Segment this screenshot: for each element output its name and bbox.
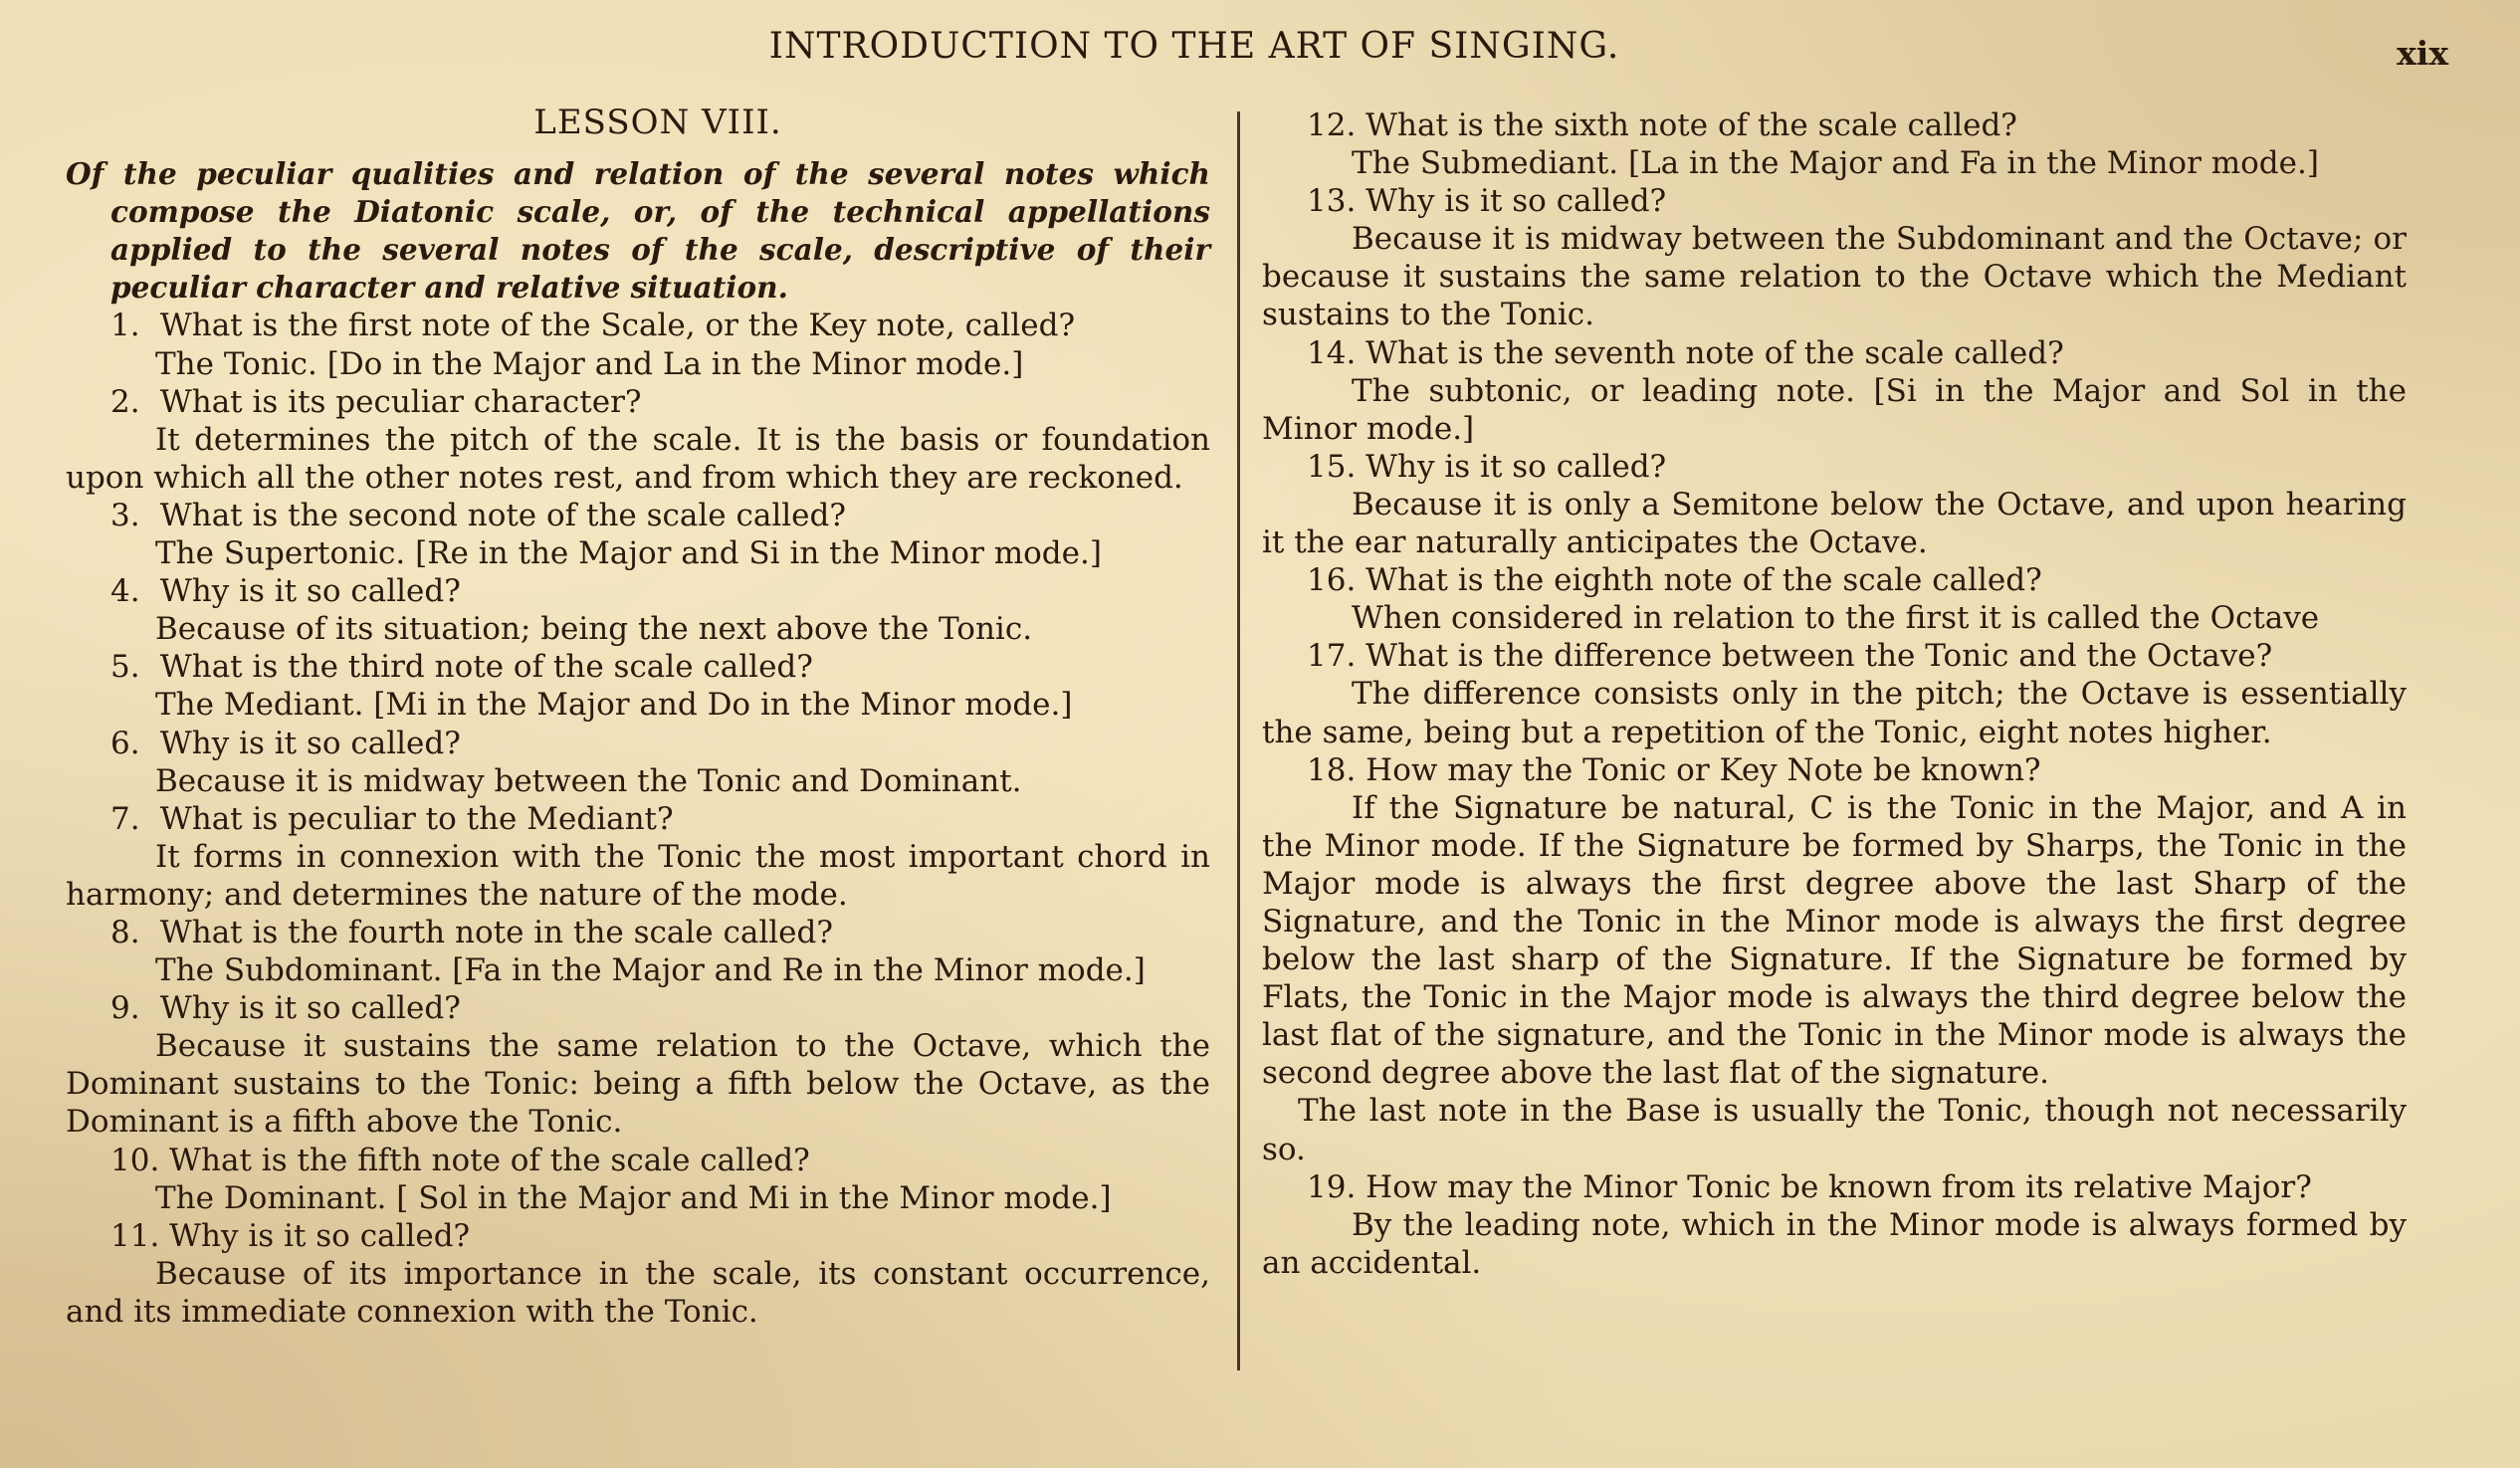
answer: The subtonic, or leading note. [Si in the Major and Sol in the Minor mode.] [1262, 372, 2407, 447]
question-text: What is the eighth note of the scale called? [1365, 562, 2042, 599]
qa-item [1262, 1168, 2407, 1282]
answer: The Dominant. [ Sol in the Major and Mi in the Minor mode.] [155, 1179, 1112, 1216]
question-text: What is the fourth note in the scale called? [159, 914, 833, 950]
answer: The Supertonic. [Re in the Major and Si in the Minor mode.] [155, 535, 1102, 572]
question-number: 7. [110, 800, 140, 837]
qa-item [66, 307, 1210, 382]
question-text: What is its peculiar character? [159, 383, 642, 420]
answer: Because it is only a Semitone below the Octave, and upon hearing it the ear naturally anticipates the Octave. [1262, 486, 2407, 561]
qa-item [66, 800, 1210, 914]
qa-item [66, 1217, 1210, 1331]
answer: It forms in connexion with the Tonic the most important chord in harmony; and determines the nature of the mode. [66, 838, 1210, 913]
question-number: 15. [1307, 448, 1357, 485]
qa-item [66, 497, 1210, 572]
question [66, 307, 1210, 344]
answer: Because of its situation; being the next above the Tonic. [155, 611, 1033, 648]
page-number: xix [2397, 34, 2448, 73]
question [1262, 637, 2407, 675]
question-number: 1. [110, 308, 140, 344]
question-text: What is the seventh note of the scale called? [1365, 334, 2064, 371]
question [66, 572, 1210, 610]
qa-item [66, 383, 1210, 497]
question [66, 800, 1210, 838]
answer: Because it is midway between the Tonic and Dominant. [155, 762, 1022, 799]
question-number: 6. [110, 725, 140, 761]
question-text: What is the fifth note of the scale called? [169, 1142, 810, 1178]
question-number: 9. [110, 990, 140, 1027]
question-text: Why is it so called? [159, 573, 461, 610]
answer: The Tonic. [Do in the Major and La in the Minor mode.] [155, 345, 1024, 382]
question-text: How may the Minor Tonic be known from its relative Major? [1365, 1168, 2312, 1205]
answer: Because it is midway between the Subdominant and the Octave; or because it sustains the same relation to the Octave which the Mediant sustains to the Tonic. [1262, 221, 2407, 333]
question [66, 648, 1210, 686]
question-text: What is the difference between the Tonic and the Octave? [1365, 638, 2273, 675]
qa-item [66, 572, 1210, 648]
answer: The Submediant. [La in the Major and Fa in the Minor mode.] [1352, 145, 2319, 182]
right-qa-list [1262, 106, 2407, 1282]
question-text: What is the first note of the Scale, or the Key note, called? [159, 308, 1076, 344]
answer: The difference consists only in the pitch; the Octave is essentially the same, being but a repetition of the Tonic, eight notes higher. [1262, 676, 2407, 750]
question-number: 12. [1307, 107, 1357, 143]
question [66, 383, 1210, 421]
qa-item [1262, 448, 2407, 561]
question-text: Why is it so called? [1365, 183, 1667, 220]
qa-item [1262, 637, 2407, 750]
question [66, 914, 1210, 951]
qa-item [66, 725, 1210, 800]
question [1262, 334, 2407, 372]
answer: It determines the pitch of the scale. It is the basis or foundation upon which all the other notes rest, and from which they are reckoned. [66, 421, 1210, 496]
question-text: What is peculiar to the Mediant? [159, 800, 674, 837]
lesson-subtitle: Of the peculiar qualities and relation of the several notes which compose the Diatonic scale, or, of the technical appellations applied to the several notes of the scale, descriptive of their peculiar character and relative situation. [66, 156, 1210, 306]
question-number: 4. [110, 573, 140, 610]
question-text: Why is it so called? [159, 990, 461, 1027]
question-number: 13. [1307, 183, 1357, 220]
question-number: 5. [110, 649, 140, 686]
question-number: 10. [110, 1142, 160, 1178]
left-qa-list [66, 307, 1210, 1331]
answer: The Subdominant. [Fa in the Major and Re in the Minor mode.] [155, 952, 1146, 989]
question-number: 14. [1307, 334, 1357, 371]
question-text: What is the second note of the scale called? [159, 497, 846, 533]
question [1262, 561, 2407, 599]
qa-item [1262, 561, 2407, 637]
answer: If the Signature be natural, C is the Tonic in the Major, and A in the Minor mode. If the Signature be formed by Sharps, the Tonic in the Major mode is always the first degree above the last Sharp of the Signature, and the Tonic in the Minor mode is always the first degree below the last sharp of the Signature. If the Signature be formed by Flats, the Tonic in the Major mode is always the third degree below the last flat of the signature, and the Tonic in the Minor mode is always the second degree above the last flat of the signature. [1262, 789, 2407, 1092]
question [1262, 1168, 2407, 1206]
question [1262, 182, 2407, 220]
question-number: 19. [1307, 1168, 1357, 1205]
question [1262, 751, 2407, 789]
qa-item [1262, 106, 2407, 182]
running-title: INTRODUCTION TO THE ART OF SINGING. [768, 26, 1620, 67]
answer: Because it sustains the same relation to the Octave, which the Dominant sustains to the Tonic: being a fifth below the Octave, as the Dominant is a fifth above the Tonic. [66, 1028, 1210, 1141]
answer: Because of its importance in the scale, its constant occurrence, and its immediate connexion with the Tonic. [66, 1255, 1210, 1330]
answer: By the leading note, which in the Minor mode is always formed by an accidental. [1262, 1206, 2407, 1281]
qa-item [66, 648, 1210, 724]
answer: The Mediant. [Mi in the Major and Do in the Minor mode.] [155, 687, 1073, 724]
answer-note: The last note in the Base is usually the Tonic, though not necessarily so. [1262, 1093, 2407, 1167]
qa-item [66, 989, 1210, 1141]
left-column [66, 104, 1210, 1331]
question-text: Why is it so called? [1365, 448, 1667, 485]
question-number: 16. [1307, 562, 1357, 599]
question [66, 725, 1210, 762]
question-text: Why is it so called? [169, 1217, 471, 1254]
question [1262, 448, 2407, 486]
question [66, 989, 1210, 1027]
question-number: 2. [110, 383, 140, 420]
qa-item [1262, 334, 2407, 448]
qa-item [66, 914, 1210, 989]
qa-item [1262, 751, 2407, 1168]
question-number: 18. [1307, 751, 1357, 788]
column-divider [1237, 111, 1240, 1370]
right-column [1262, 106, 2407, 1282]
question [66, 497, 1210, 534]
question-number: 3. [110, 497, 140, 533]
question-number: 8. [110, 914, 140, 950]
qa-item [66, 1142, 1210, 1217]
question-number: 17. [1307, 638, 1357, 675]
question [1262, 106, 2407, 144]
question [66, 1142, 1210, 1179]
question [66, 1217, 1210, 1255]
qa-item [1262, 182, 2407, 333]
question-text: Why is it so called? [159, 725, 461, 761]
question-text: What is the third note of the scale called? [159, 649, 813, 686]
answer: When considered in relation to the first it is called the Octave [1352, 600, 2320, 637]
lesson-title: LESSON VIII. [533, 103, 782, 142]
question-number: 11. [110, 1217, 160, 1254]
question-text: What is the sixth note of the scale called? [1365, 107, 2017, 143]
question-text: How may the Tonic or Key Note be known? [1365, 751, 2041, 788]
